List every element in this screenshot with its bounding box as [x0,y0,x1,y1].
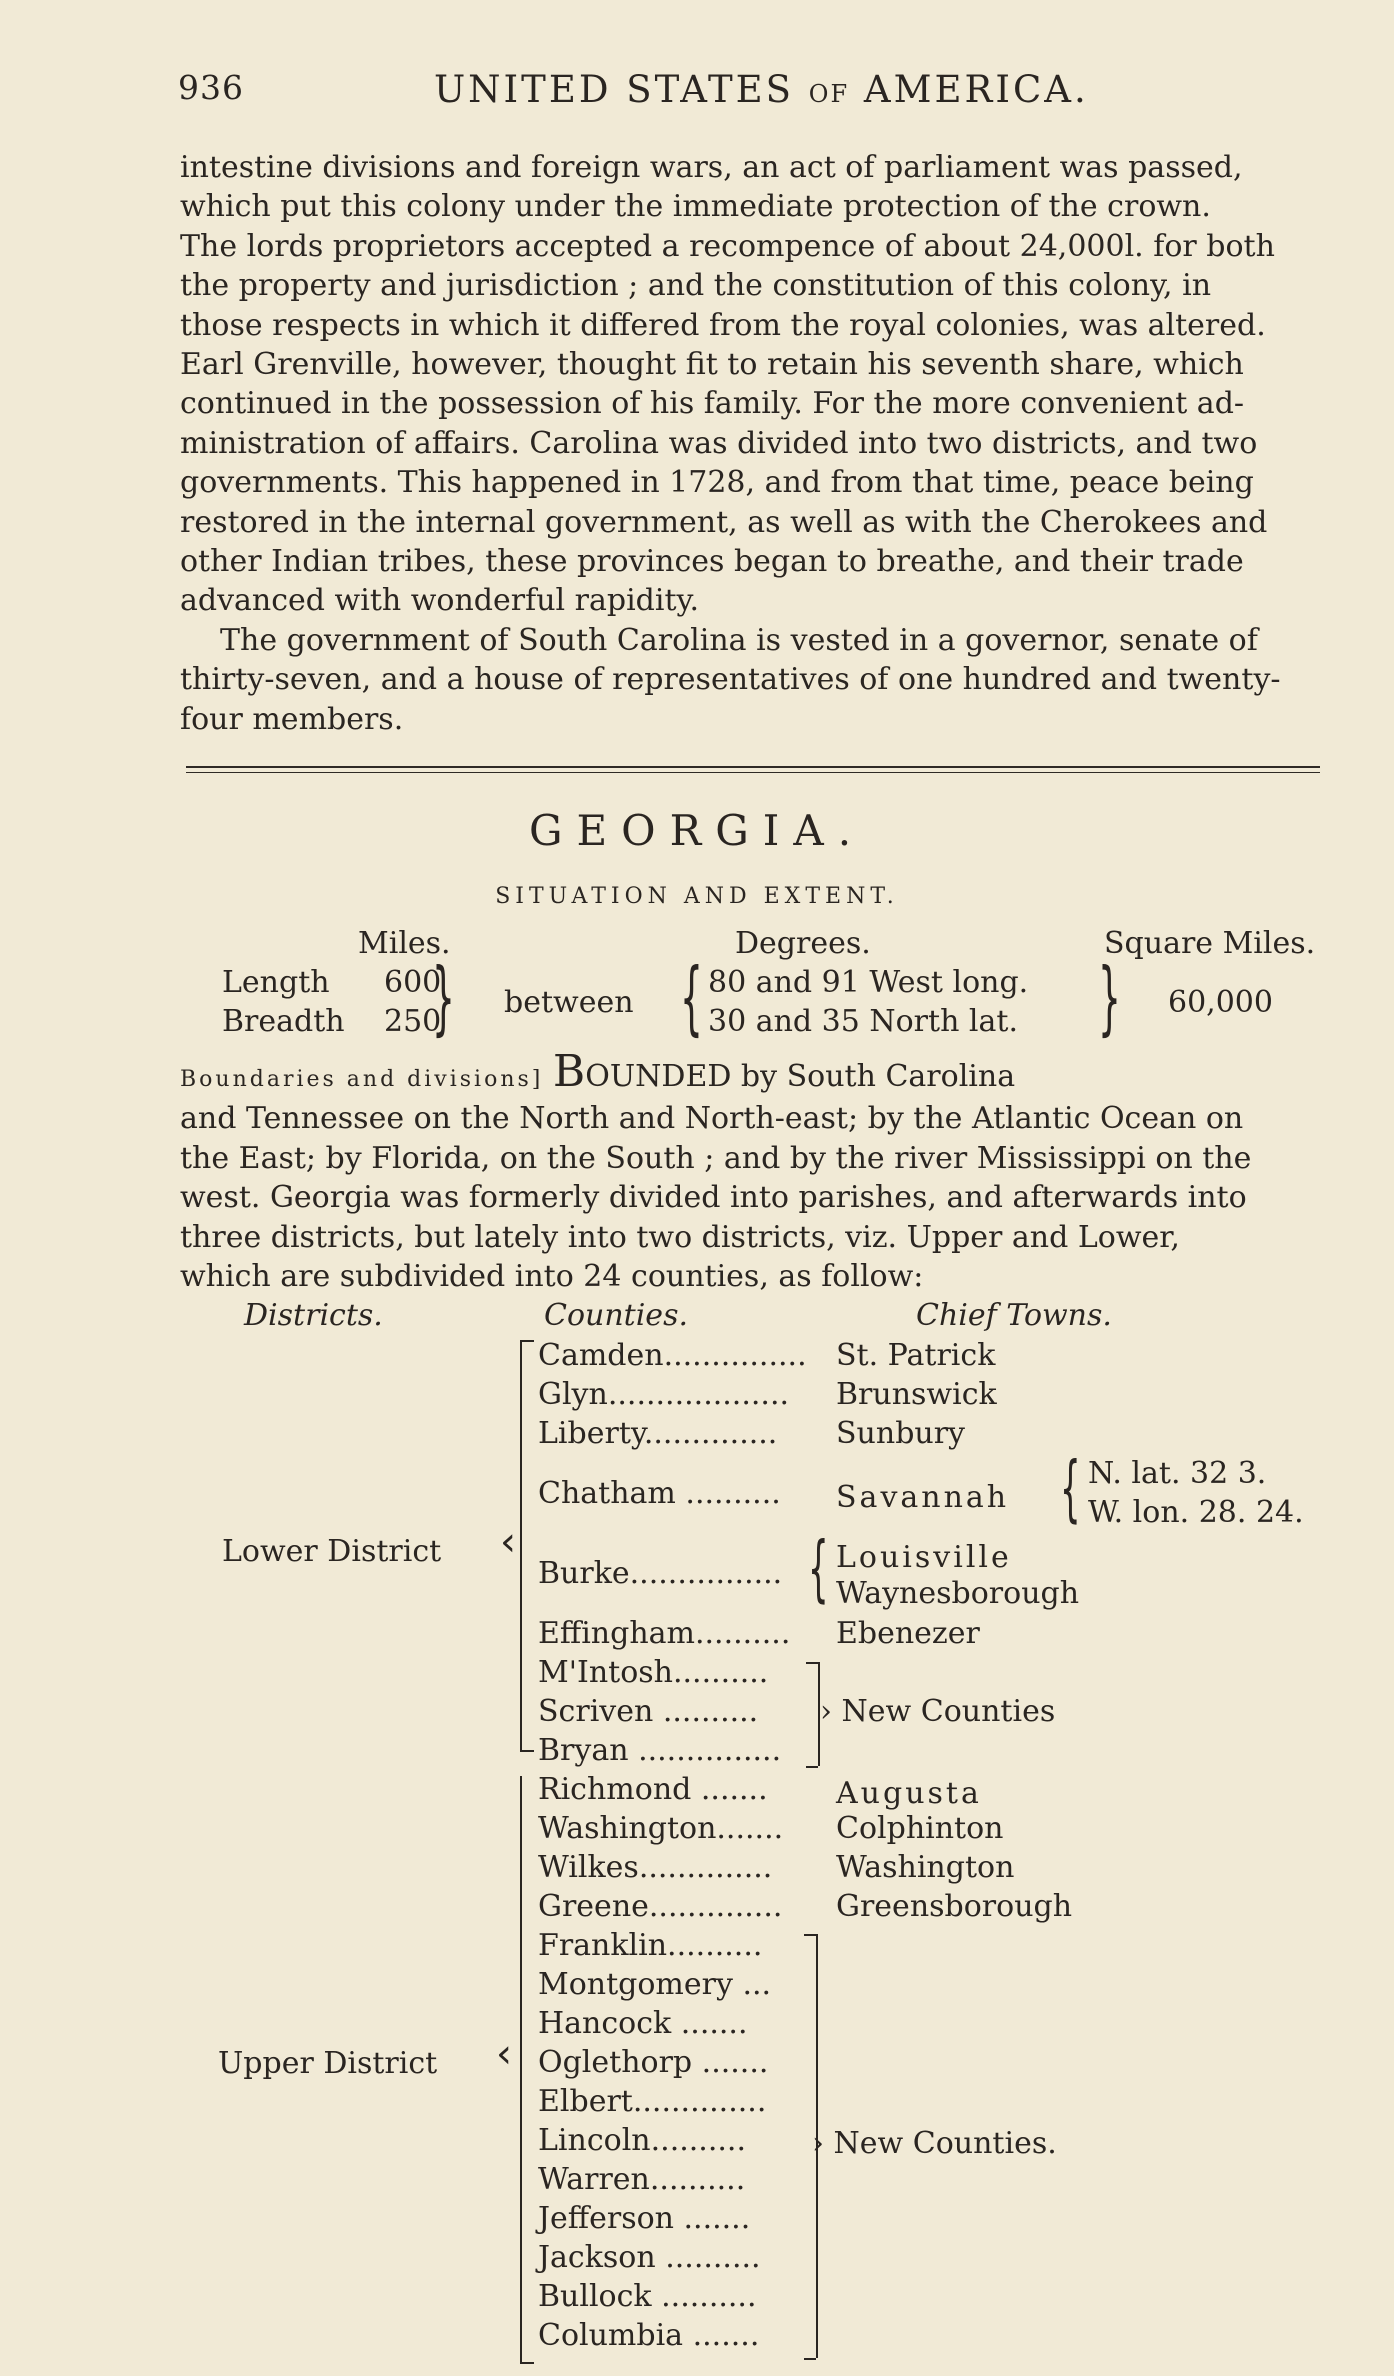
intro-line: advanced with wonderful rapidity. [180,583,700,619]
lower-district-bracket [520,1340,522,1750]
county-jackson: Jackson .......... [538,2240,761,2275]
government-paragraph [180,621,1320,739]
county-jefferson: Jefferson ....... [538,2201,751,2236]
page-number: 936 [178,68,244,107]
bracket-end [804,2358,816,2360]
county-camden: Camden............... [538,1338,807,1373]
town-washington: Washington [836,1850,1015,1885]
counties-header: Counties. [544,1298,688,1333]
county-bryan: Bryan ............... [538,1733,782,1768]
between-label: between [504,985,634,1020]
county-chatham: Chatham .......... [538,1476,781,1511]
county-glyn: Glyn................... [538,1377,790,1412]
intro-line: Earl Grenville, however, thought fit to retain his seventh share, which [180,347,1244,383]
county-wilkes: Wilkes.............. [538,1850,773,1885]
county-greene: Greene.............. [538,1889,783,1924]
breadth-label: Breadth [222,1004,345,1039]
intro-line: other Indian tribes, these provinces began to breathe, and their trade [180,544,1244,580]
left-brace-icon: { [1060,1446,1081,1530]
bracket-end [520,2362,534,2364]
intro-line: ministration of affairs. Carolina was divided into two districts, and two [180,425,1258,461]
county-hancock: Hancock ....... [538,2006,748,2041]
bracket-end [804,1934,816,1936]
right-brace-icon: } [1098,951,1121,1044]
county-montgomery: Montgomery ... [538,1967,772,2002]
boundaries-line: which are subdivided into 24 counties, as follow: [180,1259,924,1295]
upper-district-bracket [520,1776,522,2362]
running-title-rest: AMERICA. [863,68,1089,111]
town-brunswick: Brunswick [836,1377,997,1412]
boundaries-line: west. Georgia was formerly divided into parishes, and afterwards into [180,1180,1247,1216]
new-counties-upper: › New Counties. [812,2126,1057,2161]
gov-line: The government of South Carolina is vested in a governor, senate of [220,622,1258,658]
section-rule [186,766,1320,768]
section-rule-thin [186,772,1320,773]
left-brace-icon: { [680,951,703,1044]
town-colphinton: Colphinton [836,1811,1004,1846]
town-augusta: Augusta [836,1776,982,1811]
running-header [178,68,1318,118]
bracket-end [520,1340,534,1342]
county-mintosh: M'Intosh.......... [538,1655,769,1690]
intro-line: The lords proprietors accepted a recompence of about 24,000l. for both [180,228,1275,264]
boundaries-line: and Tennessee on the North and North-east; by the Atlantic Ocean on [180,1101,1244,1137]
new-counties-upper-label: New Counties. [833,2126,1057,2161]
degrees-header: Degrees. [735,926,871,961]
towns-header: Chief Towns. [916,1298,1112,1333]
town-louisville: Louisville [836,1540,1012,1575]
running-title-main: UNITED STATES [434,68,795,111]
square-miles-header: Square Miles. [1104,926,1316,961]
boundaries-line: three districts, but lately into two districts, viz. Upper and Lower, [180,1219,1180,1255]
county-oglethorp: Oglethorp ....... [538,2045,769,2080]
upper-district-label: Upper District [218,2046,438,2081]
breadth-value: 250 [384,1004,442,1039]
boundaries-paragraph [180,1046,1320,1296]
county-burke: Burke................ [538,1556,783,1591]
county-columbia: Columbia ....... [538,2318,760,2353]
county-washington: Washington....... [538,1811,784,1846]
square-miles-value: 60,000 [1168,985,1273,1020]
intro-line: the property and jurisdiction ; and the constitution of this colony, in [180,268,1212,304]
town-st-patrick: St. Patrick [836,1338,996,1373]
county-effingham: Effingham.......... [538,1616,791,1651]
section-title: GEORGIA. [528,806,866,855]
new-counties-lower-label: New Counties [841,1694,1056,1729]
county-bullock: Bullock .......... [538,2279,757,2314]
bracket-end [520,1750,534,1752]
bracket-end [806,1766,818,1768]
county-elbert: Elbert.............. [538,2084,767,2119]
boundaries-dropcap: B [552,1046,586,1097]
intro-line: restored in the internal government, as well as with the Cherokees and [180,504,1268,540]
degrees-line-2: 30 and 35 North lat. [708,1004,1019,1039]
boundaries-line: the East; by Florida, on the South ; and by the river Mississippi on the [180,1140,1252,1176]
gov-line: thirty-seven, and a house of representatives of one hundred and twenty- [180,662,1281,698]
town-sunbury: Sunbury [836,1416,966,1451]
county-warren: Warren.......... [538,2162,746,2197]
new-counties-lower: › New Counties [820,1694,1056,1729]
boundaries-lead: Boundaries and divisions] [180,1067,544,1092]
chatham-lat: N. lat. 32 3. [1088,1456,1267,1491]
town-greensborough: Greensborough [836,1889,1073,1924]
right-brace-icon: } [432,951,455,1044]
county-scriven: Scriven .......... [538,1694,759,1729]
county-lincoln: Lincoln.......... [538,2123,746,2158]
town-waynesborough: Waynesborough [836,1576,1080,1611]
length-label: Length [222,965,330,1000]
town-savannah: Savannah [836,1480,1010,1515]
miles-header: Miles. [358,926,451,961]
degrees-line-1: 80 and 91 West long. [708,965,1029,1000]
lower-district-label: Lower District [222,1534,442,1569]
town-ebenezer: Ebenezer [836,1616,980,1651]
intro-line: governments. This happened in 1728, and from that time, peace being [180,465,1254,501]
boundaries-first: OUNDED by South Carolina [585,1059,1016,1094]
section-subtitle: SITUATION AND EXTENT. [495,884,899,909]
intro-line: which put this colony under the immediate protection of the crown. [180,189,1211,225]
chatham-lon: W. lon. 28. 24. [1088,1495,1304,1530]
left-brace-icon: { [808,1526,829,1610]
length-value: 600 [384,965,442,1000]
running-title-of: OF [808,80,850,108]
bracket-end [806,1662,818,1664]
intro-line: intestine divisions and foreign wars, an act of parliament was passed, [180,150,1243,185]
county-liberty: Liberty.............. [538,1416,778,1451]
county-richmond: Richmond ....... [538,1772,768,1807]
intro-line: those respects in which it differed from the royal colonies, was altered. [180,307,1266,343]
intro-line: continued in the possession of his family. For the more convenient ad- [180,386,1245,422]
running-title [434,68,1089,111]
intro-paragraph [180,148,1320,739]
districts-header: Districts. [244,1298,383,1333]
bracket-point-icon: ‹ [500,1519,516,1565]
bracket-point-icon: ‹ [496,2031,512,2077]
county-franklin: Franklin.......... [538,1928,763,1963]
gov-line: four members. [180,701,404,737]
